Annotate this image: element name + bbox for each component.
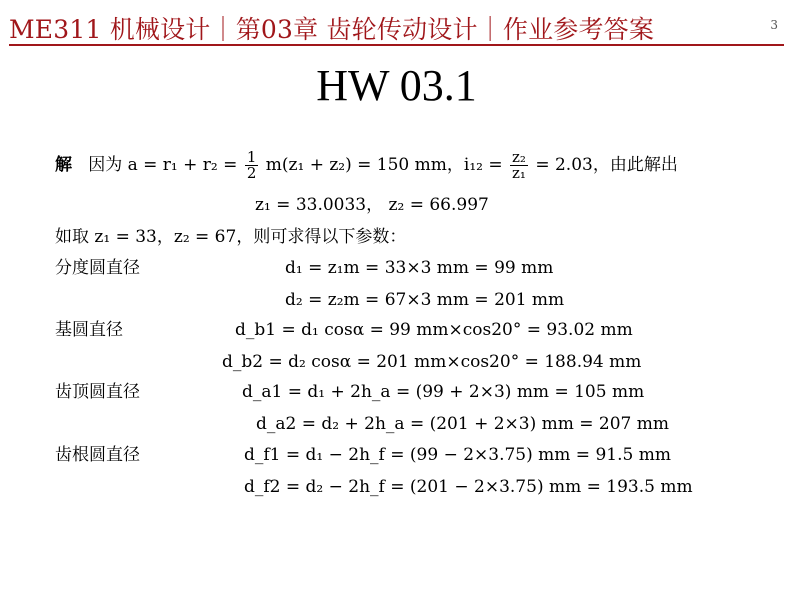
- pitch-diameter-eq-1: d₁ = z₁m = 33×3 mm = 99 mm: [285, 258, 554, 278]
- fraction-ratio: [510, 150, 528, 181]
- tip-diameter-eq-2: d_a2 = d₂ + 2h_a = (201 + 2×3) mm = 207 mm: [256, 414, 670, 434]
- page-number: 3: [770, 18, 778, 32]
- z-solution-line: z₁ = 33.0033， z₂ = 66.997: [255, 195, 489, 215]
- solution-label: 解: [55, 155, 72, 175]
- tip-diameter-eq-1: d_a1 = d₁ + 2h_a = (99 + 2×3) mm = 105 mm: [242, 382, 645, 402]
- header-divider: [9, 44, 784, 46]
- root-diameter-eq-1: d_f1 = d₁ − 2h_f = (99 − 2×3.75) mm = 91.5 mm: [244, 445, 671, 465]
- choose-line: 如取 z₁ = 33，z₂ = 67，则可求得以下参数：: [55, 227, 407, 247]
- fraction-denominator: 2: [246, 164, 257, 182]
- intro-prefix: 因为 a = r₁ + r₂ =: [88, 155, 238, 175]
- fraction-numerator: z₂: [512, 148, 526, 166]
- tip-diameter-label: 齿顶圆直径: [55, 382, 140, 402]
- fraction-numerator: 1: [246, 148, 257, 166]
- base-diameter-label: 基圆直径: [55, 320, 123, 340]
- header-title: ME311 机械设计｜第03章 齿轮传动设计｜作业参考答案: [9, 15, 655, 44]
- fraction-one-half: [245, 150, 259, 181]
- intro-mid: m(z₁ + z₂) = 150 mm，i₁₂ =: [265, 155, 503, 175]
- pitch-diameter-label: 分度圆直径: [55, 258, 140, 278]
- slide-header: [9, 4, 784, 44]
- root-diameter-label: 齿根圆直径: [55, 445, 140, 465]
- slide-title: HW 03.1: [316, 61, 477, 110]
- fraction-denominator: z₁: [512, 164, 526, 182]
- intro-suffix: = 2.03，由此解出: [535, 155, 678, 175]
- pitch-diameter-eq-2: d₂ = z₂m = 67×3 mm = 201 mm: [285, 290, 565, 310]
- root-diameter-eq-2: d_f2 = d₂ − 2h_f = (201 − 2×3.75) mm = 193.5 mm: [244, 477, 693, 497]
- base-diameter-eq-2: d_b2 = d₂ cosα = 201 mm×cos20° = 188.94 mm: [222, 352, 642, 372]
- base-diameter-eq-1: d_b1 = d₁ cosα = 99 mm×cos20° = 93.02 mm: [235, 320, 633, 340]
- intro-line: [55, 150, 678, 181]
